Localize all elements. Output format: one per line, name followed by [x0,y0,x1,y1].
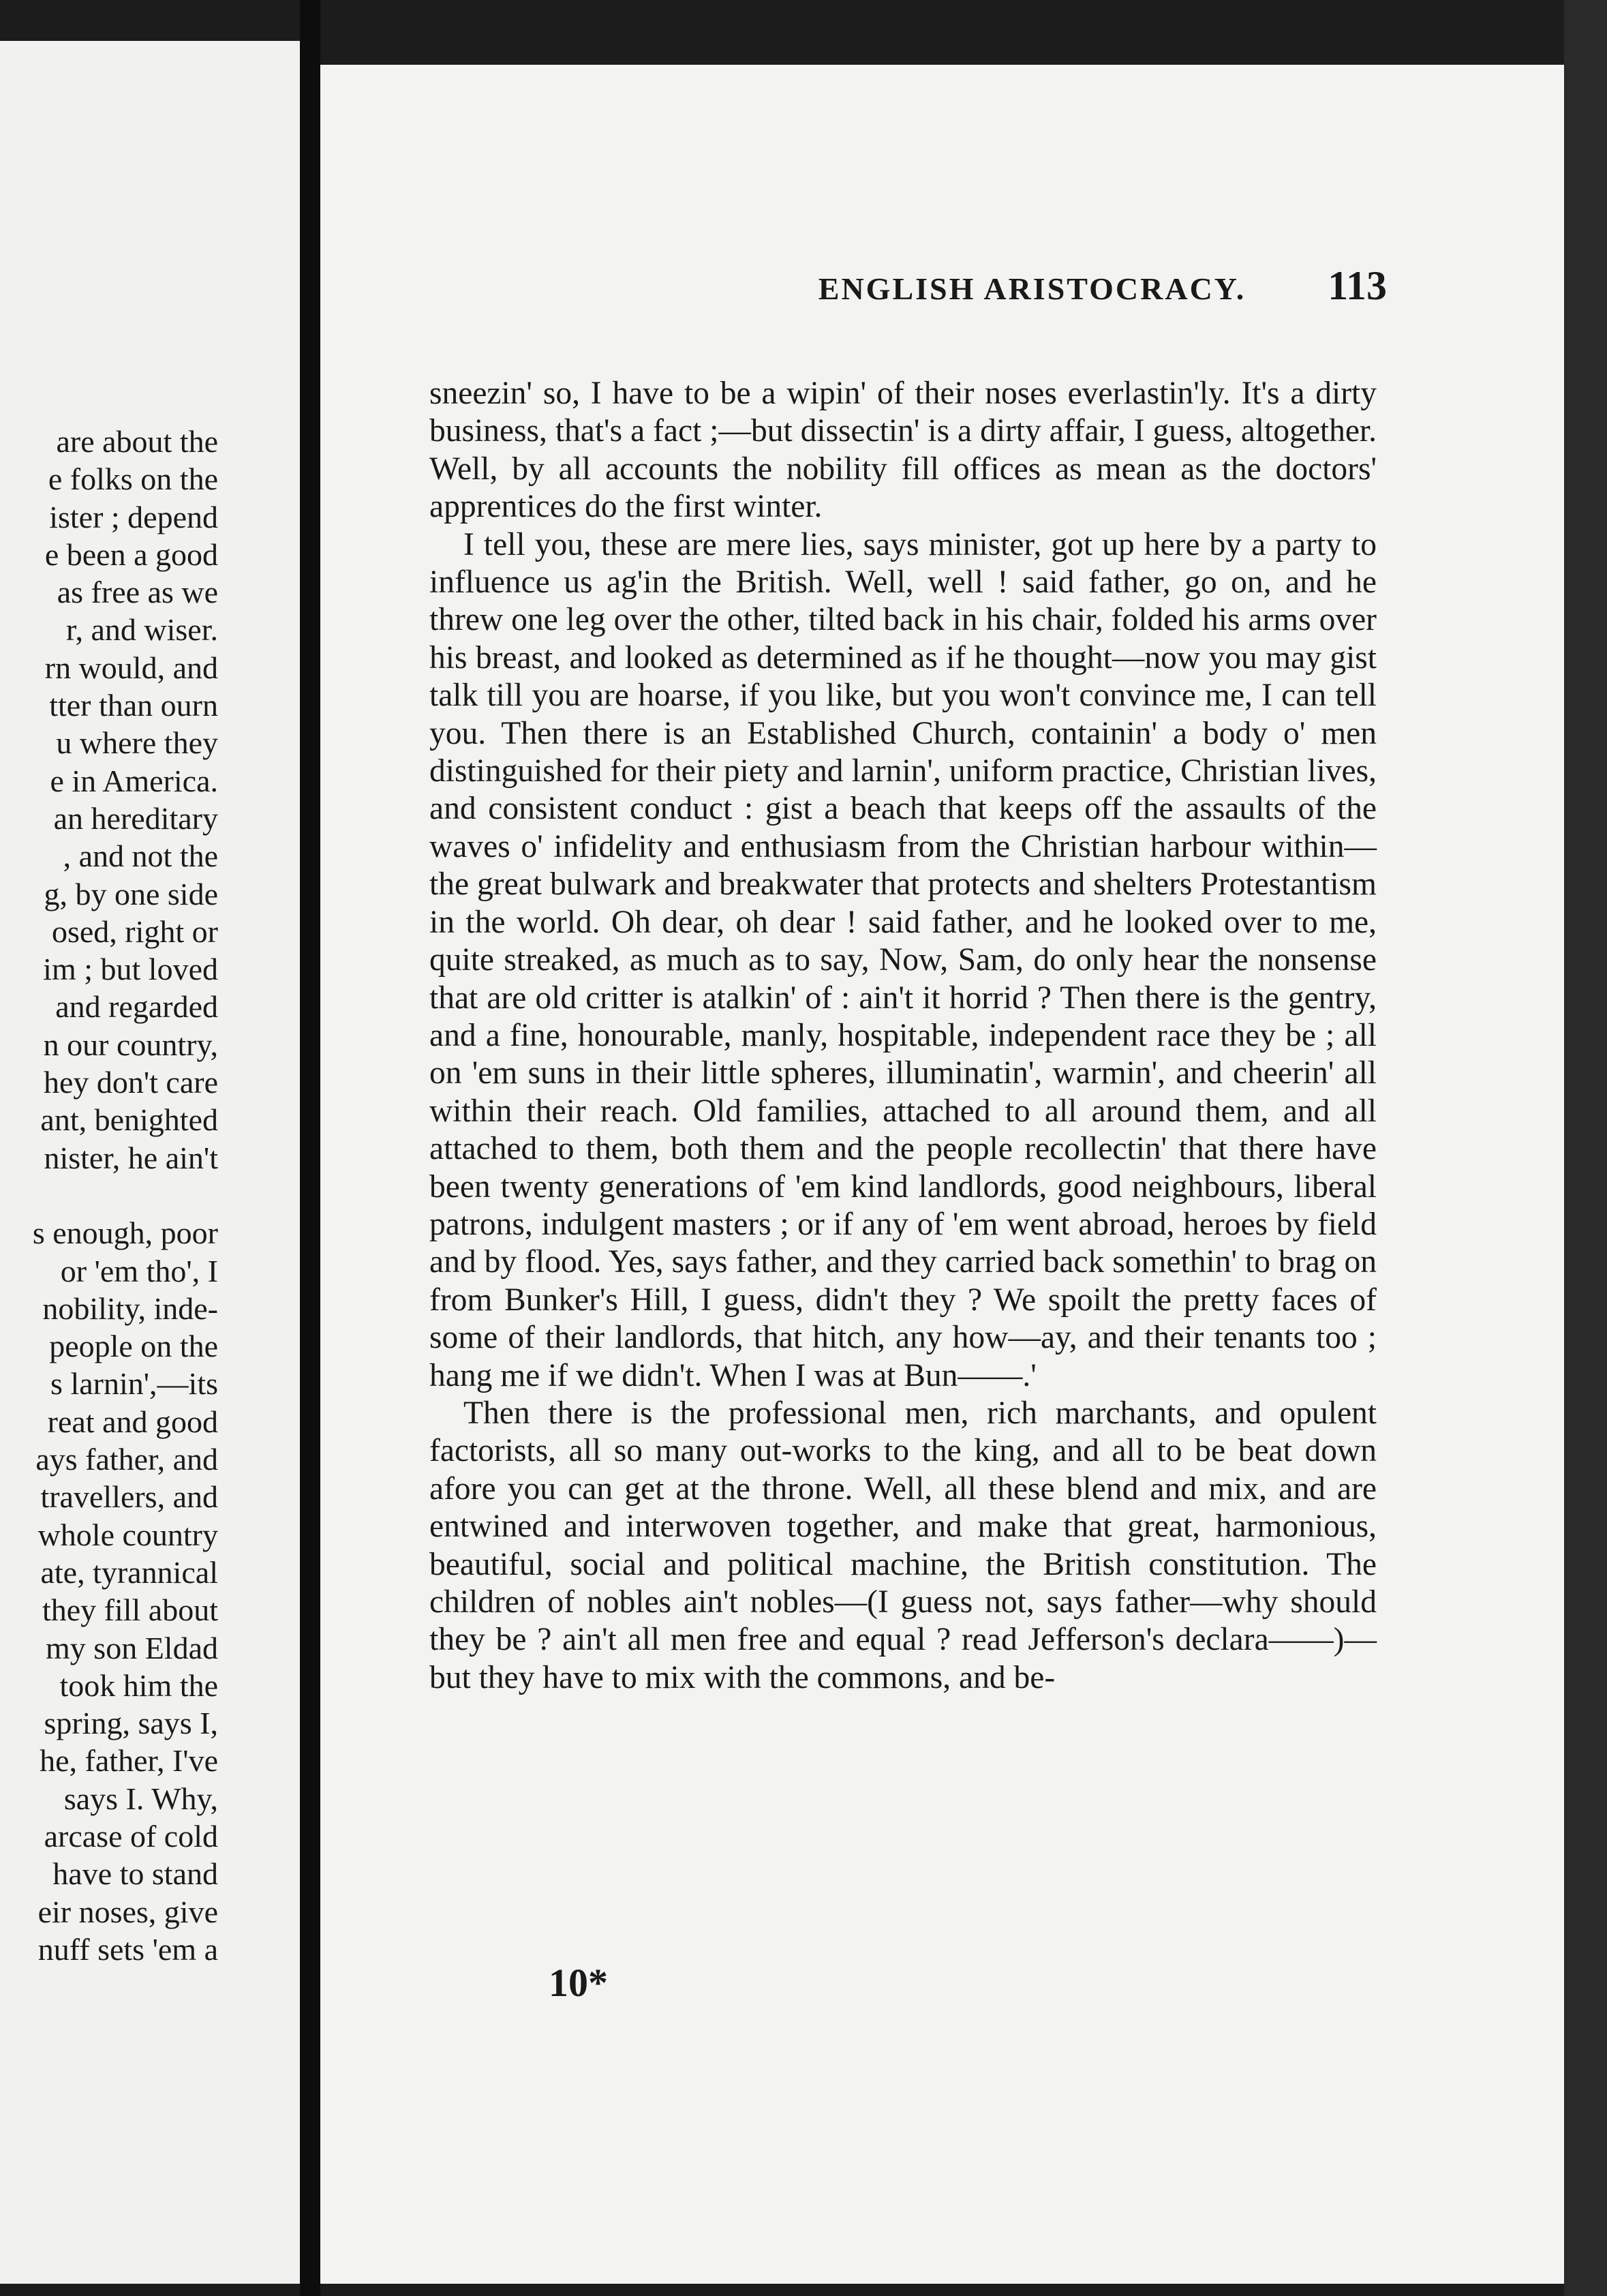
left-line: e been a good [44,537,218,572]
signature-mark: 10* [549,1961,608,2005]
page-number: 113 [1328,263,1387,308]
left-line: u where they [56,725,218,761]
left-line: nobility, inde- [42,1290,218,1326]
left-page [0,41,300,2284]
left-line: nuff sets 'em a [37,1931,218,1967]
left-line: ister ; depend [49,499,218,534]
left-line: or 'em tho', I [60,1253,218,1288]
paragraph: I tell you, these are mere lies, says minister, got up here by a party to influence us ag'in the British. Well, well ! said father, go on, and he threw one leg over the other, tilted back in his chair, folded his arms over his breast, and looked as determined as if he thought—now you may gist talk till you are hoarse, if you like, but you won't convince me, I can tell you. Then there is an Established Church, containin' a body o' men distinguished for their piety and larnin', uniform practice, Christian lives, and consistent conduct : gist a beach that keeps off the assaults of the waves o' infidelity and enthusiasm from the Christian harbour within—the great bulwark and breakwater that protects and shelters Protestantism in the world. Oh dear, oh dear ! said father, and he looked over to me, quite streaked, as much as to say, Now, Sam, do only hear the nonsense that are old critter is atalkin' of : ain't it horrid ? Then there is the gentry, and a fine, honourable, manly, hospitable, independent race they be ; all on 'em suns in their little spheres, illuminatin', warmin', and cheerin' all within their reach. Old families, attached to all around them, and all attached to them, both them and the people recollectin' that there have been twenty generations of 'em kind landlords, good neighbours, liberal patrons, indulgent masters ; or if any of 'em went abroad, heroes by field and by flood. Yes, says father, and they carried back somethin' to brag on from Bunker's Hill, I guess, didn't they ? We spoilt the pretty faces of some of their landlords, that hitch, any how—ay, and their tenants too ; hang me if we didn't. When I was at Bun——.' [429,526,1377,1393]
left-line: hey don't care [43,1065,218,1100]
left-line: ant, benighted [40,1102,218,1138]
left-line: rn would, and [44,650,218,685]
left-line: they fill about [42,1592,218,1628]
left-line: , and not the [63,839,218,874]
left-line: an hereditary [53,800,218,836]
left-line: arcase of cold [44,1818,218,1854]
paragraph: sneezin' so, I have to be a wipin' of their noses everlastin'ly. It's a dirty business, that's a fact ;—but dissectin' is a dirty affair, I guess, altogether. Well, by all accounts the nobility fill offices as mean as the doctors' apprentices do the first winter. [429,376,1377,525]
left-line: are about the [56,424,218,459]
left-line: reat and good [47,1404,218,1439]
left-line: as free as we [57,575,218,610]
running-title: ENGLISH ARISTOCRACY. [818,271,1246,306]
left-line: ays father, and [35,1442,218,1477]
left-line: whole country [37,1517,218,1552]
left-line: he, father, I've [40,1743,218,1779]
left-page-text-fragments [0,423,218,1968]
left-line: e in America. [50,763,218,798]
left-line: travellers, and [40,1479,218,1515]
left-line: s larnin',—its [50,1366,218,1402]
left-line: ate, tyrannical [40,1554,218,1590]
left-line: spring, says I, [44,1706,218,1741]
left-line: r, and wiser. [66,612,218,648]
left-line: g, by one side [44,876,218,911]
left-line: im ; but loved [43,952,218,987]
left-line: have to stand [52,1856,218,1892]
left-line: n our country, [43,1027,218,1062]
running-header [409,262,1387,309]
body-text [429,375,1377,1697]
left-line: and regarded [55,989,218,1025]
page-edge-shadow [1564,0,1607,2296]
paragraph: Then there is the professional men, rich marchants, and opulent factorists, all so many out-works to the king, and all to be beat down afore you can get at the throne. Well, all these blend and mix, and are entwined and interwoven together, and make that great, harmonious, beautiful, social and political machine, the British constitution. The children of nobles ain't nobles—(I guess not, says father—why should they be ? ain't all men free and equal ? read Jefferson's declara——)—but they have to mix with the commons, and be- [429,1395,1377,1695]
left-line: tter than ourn [49,688,218,723]
left-line: nister, he ain't [44,1140,218,1175]
left-line [0,1177,218,1214]
left-line: s enough, poor [32,1215,218,1251]
left-line: my son Eldad [46,1630,218,1665]
left-line: people on the [49,1329,218,1364]
book-gutter [300,0,320,2296]
left-line: took him the [59,1667,218,1703]
left-line: e folks on the [48,462,218,497]
left-line: eir noses, give [37,1894,218,1929]
left-line: osed, right or [51,913,218,949]
left-line: says I. Why, [63,1781,218,1816]
